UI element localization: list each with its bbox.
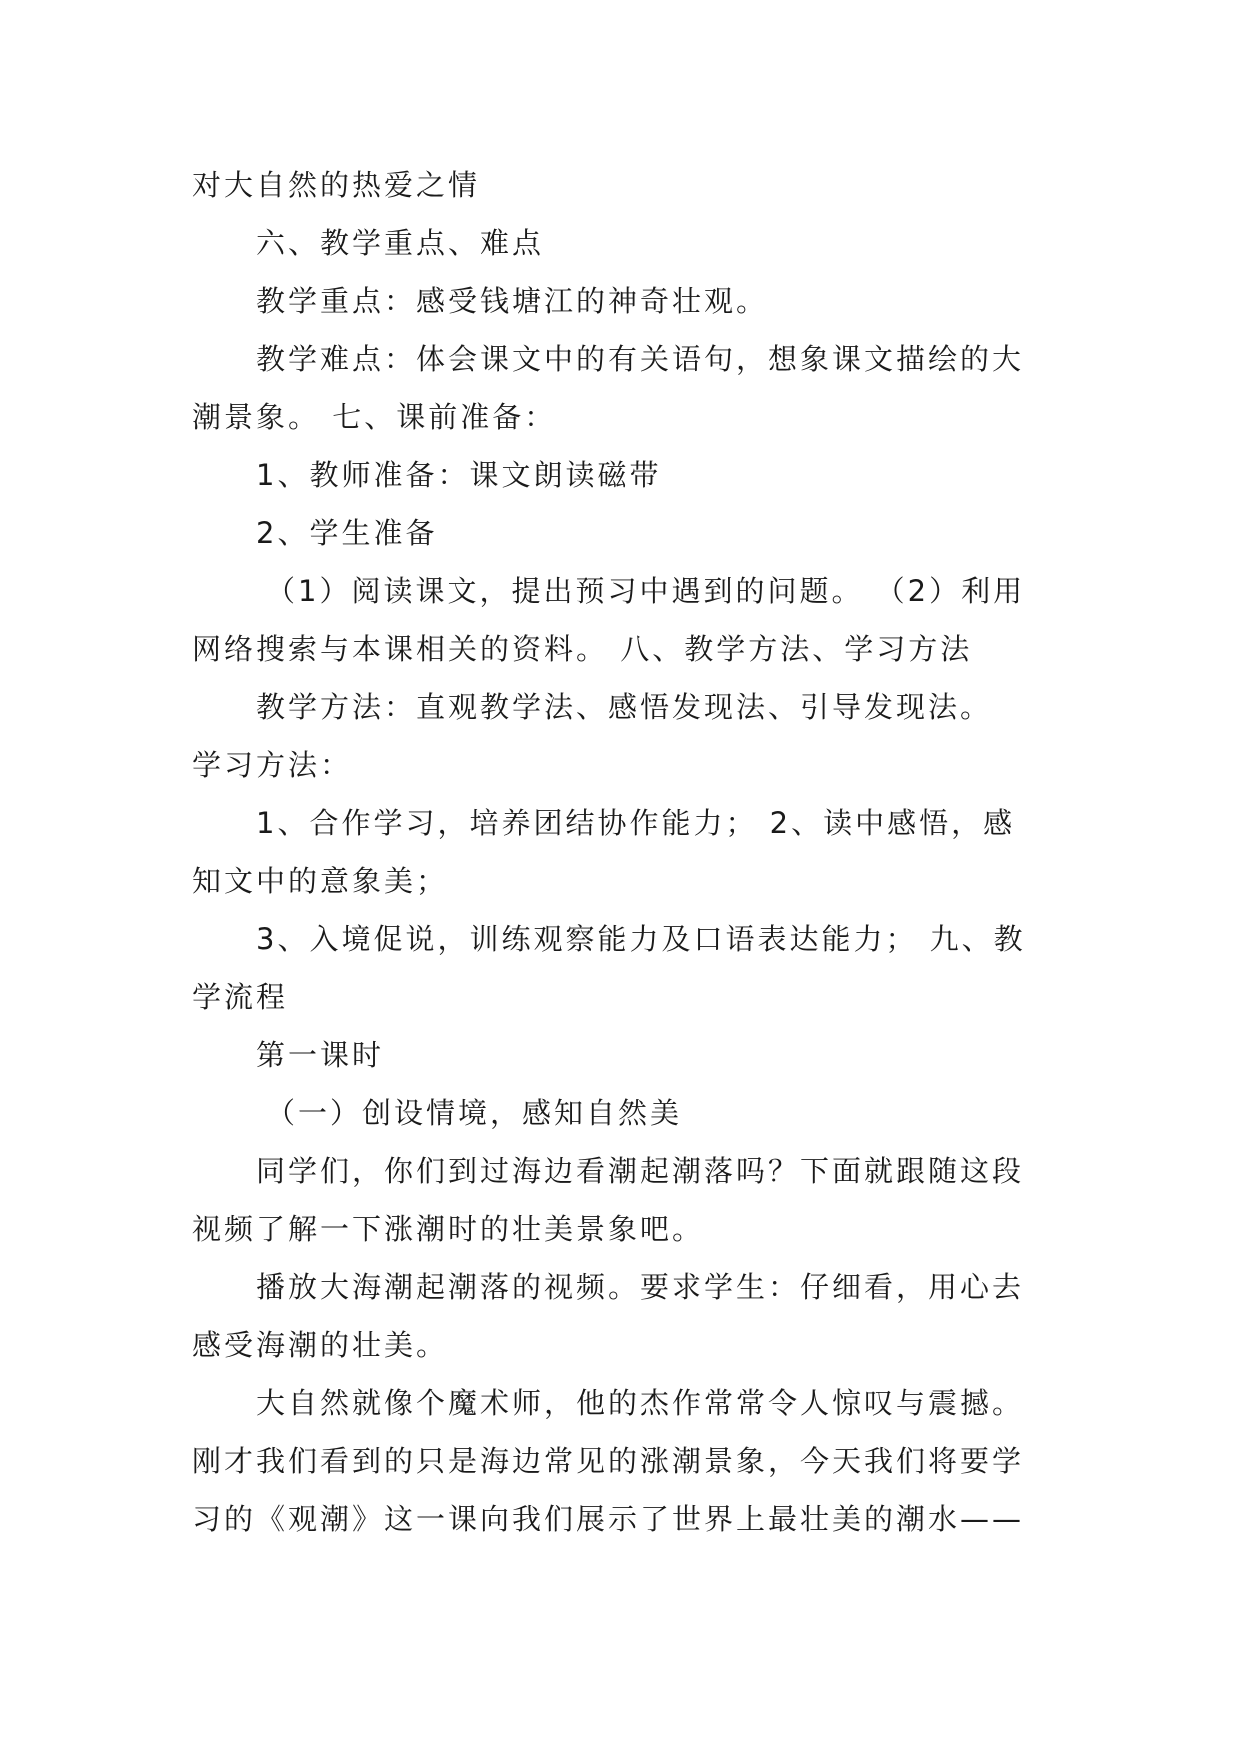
text-line: 播放大海潮起潮落的视频。要求学生：仔细看，用心去 [256,1270,1025,1304]
text-line: 同学们，你们到过海边看潮起潮落吗？下面就跟随这段 [256,1154,1025,1188]
text-line: 教学方法：直观教学法、感悟发现法、引导发现法。 [256,690,993,724]
text-line: 教学重点：感受钱塘江的神奇壮观。 [256,284,769,318]
text-line: 3、入境促说，训练观察能力及口语表达能力； 九、教 [256,922,1026,956]
text-line: 学流程 [192,980,289,1014]
text-line: 刚才我们看到的只是海边常见的涨潮景象，今天我们将要学 [192,1444,1025,1478]
text-line: 潮景象。 七、课前准备： [192,400,557,434]
section-heading: 第一课时 [256,1038,385,1072]
text-line: 知文中的意象美； [192,864,449,898]
text-line: 视频了解一下涨潮时的壮美景象吧。 [192,1212,705,1246]
text-line: （1）阅读课文，提出预习中遇到的问题。 （2）利用 [266,574,1026,608]
text-line: 对大自然的热爱之情 [192,168,481,202]
text-line: 1、教师准备：课文朗读磁带 [256,458,662,492]
text-line: 2、学生准备 [256,516,438,550]
text-line: 学习方法： [192,748,353,782]
text-line: 网络搜索与本课相关的资料。 八、教学方法、学习方法 [192,632,973,666]
section-heading: （一）创设情境，感知自然美 [266,1096,683,1130]
section-heading: 六、教学重点、难点 [256,226,545,260]
text-line: 教学难点：体会课文中的有关语句，想象课文描绘的大 [256,342,1025,376]
text-line: 大自然就像个魔术师，他的杰作常常令人惊叹与震撼。 [256,1386,1025,1420]
text-line: 感受海潮的壮美。 [192,1328,449,1362]
text-line: 1、合作学习，培养团结协作能力； 2、读中感悟，感 [256,806,1016,840]
text-line: 习的《观潮》这一课向我们展示了世界上最壮美的潮水—— [192,1502,1025,1536]
